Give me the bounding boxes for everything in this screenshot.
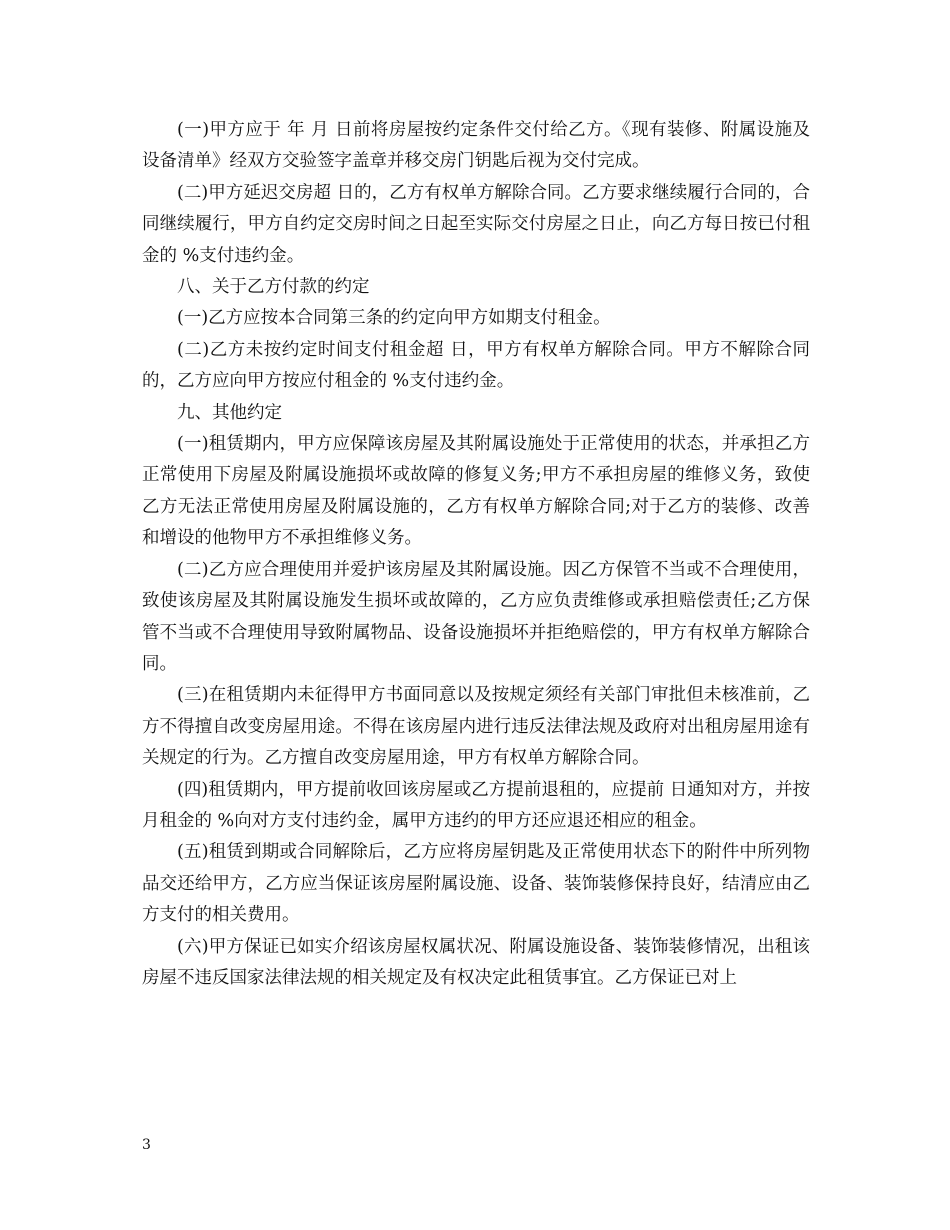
paragraph-9-5: (五)租赁到期或合同解除后，乙方应将房屋钥匙及正常使用状态下的附件中所列物品交还给甲方，乙方应当保证该房屋附属设施、设备、装饰装修保持良好，结清应由乙方支付的相关费用。 <box>142 842 810 926</box>
paragraph-9-3: (三)在租赁期内未征得甲方书面同意以及按规定须经有关部门审批但未核准前，乙方不得擅自改变房屋用途。不得在该房屋内进行违反法律法规及政府对出租房屋用途有关规定的行为。乙方擅自改变房屋用途，甲方有权单方解除合同。 <box>142 685 810 769</box>
section-heading-9: 九、其他约定 <box>177 402 282 423</box>
page-number: 3 <box>142 1137 151 1153</box>
paragraph-7-2: (二)甲方延迟交房超 日的，乙方有权单方解除合同。乙方要求继续履行合同的，合同继续履行，甲方自约定交房时间之日起至实际交付房屋之日止，向乙方每日按已付租金的 %支付违约金。 <box>142 182 810 266</box>
paragraph-9-2: (二)乙方应合理使用并爱护该房屋及其附属设施。因乙方保管不当或不合理使用，致使该房屋及其附属设施发生损坏或故障的，乙方应负责维修或承担赔偿责任;乙方保管不当或不合理使用导致附属物品、设备设施损坏并拒绝赔偿的，甲方有权单方解除合同。 <box>142 559 810 674</box>
section-heading-8: 八、关于乙方付款的约定 <box>177 277 370 298</box>
document-body <box>142 115 810 994</box>
paragraph-8-2: (二)乙方未按约定时间支付租金超 日，甲方有权单方解除合同。甲方不解除合同的，乙方应向甲方按应付租金的 %支付违约金。 <box>142 339 810 392</box>
paragraph-9-4: (四)租赁期内，甲方提前收回该房屋或乙方提前退租的，应提前 日通知对方，并按月租金的 %向对方支付违约金，属甲方违约的甲方还应退还相应的租金。 <box>142 779 810 831</box>
paragraph-7-1: (一)甲方应于 年 月 日前将房屋按约定条件交付给乙方。《现有装修、附属设施及设备清单》经双方交验签字盖章并移交房门钥匙后视为交付完成。 <box>142 120 810 172</box>
paragraph-9-1: (一)租赁期内，甲方应保障该房屋及其附属设施处于正常使用的状态，并承担乙方正常使用下房屋及附属设施损坏或故障的修复义务;甲方不承担房屋的维修义务，致使乙方无法正常使用房屋及附属设施的，乙方有权单方解除合同;对于乙方的装修、改善和增设的他物甲方不承担维修义务。 <box>142 434 810 549</box>
paragraph-9-6: (六)甲方保证已如实介绍该房屋权属状况、附属设施设备、装饰装修情况，出租该房屋不违反国家法律法规的相关规定及有权决定此租赁事宜。乙方保证已对上 <box>142 936 810 988</box>
paragraph-8-1: (一)乙方应按本合同第三条的约定向甲方如期支付租金。 <box>177 308 611 329</box>
